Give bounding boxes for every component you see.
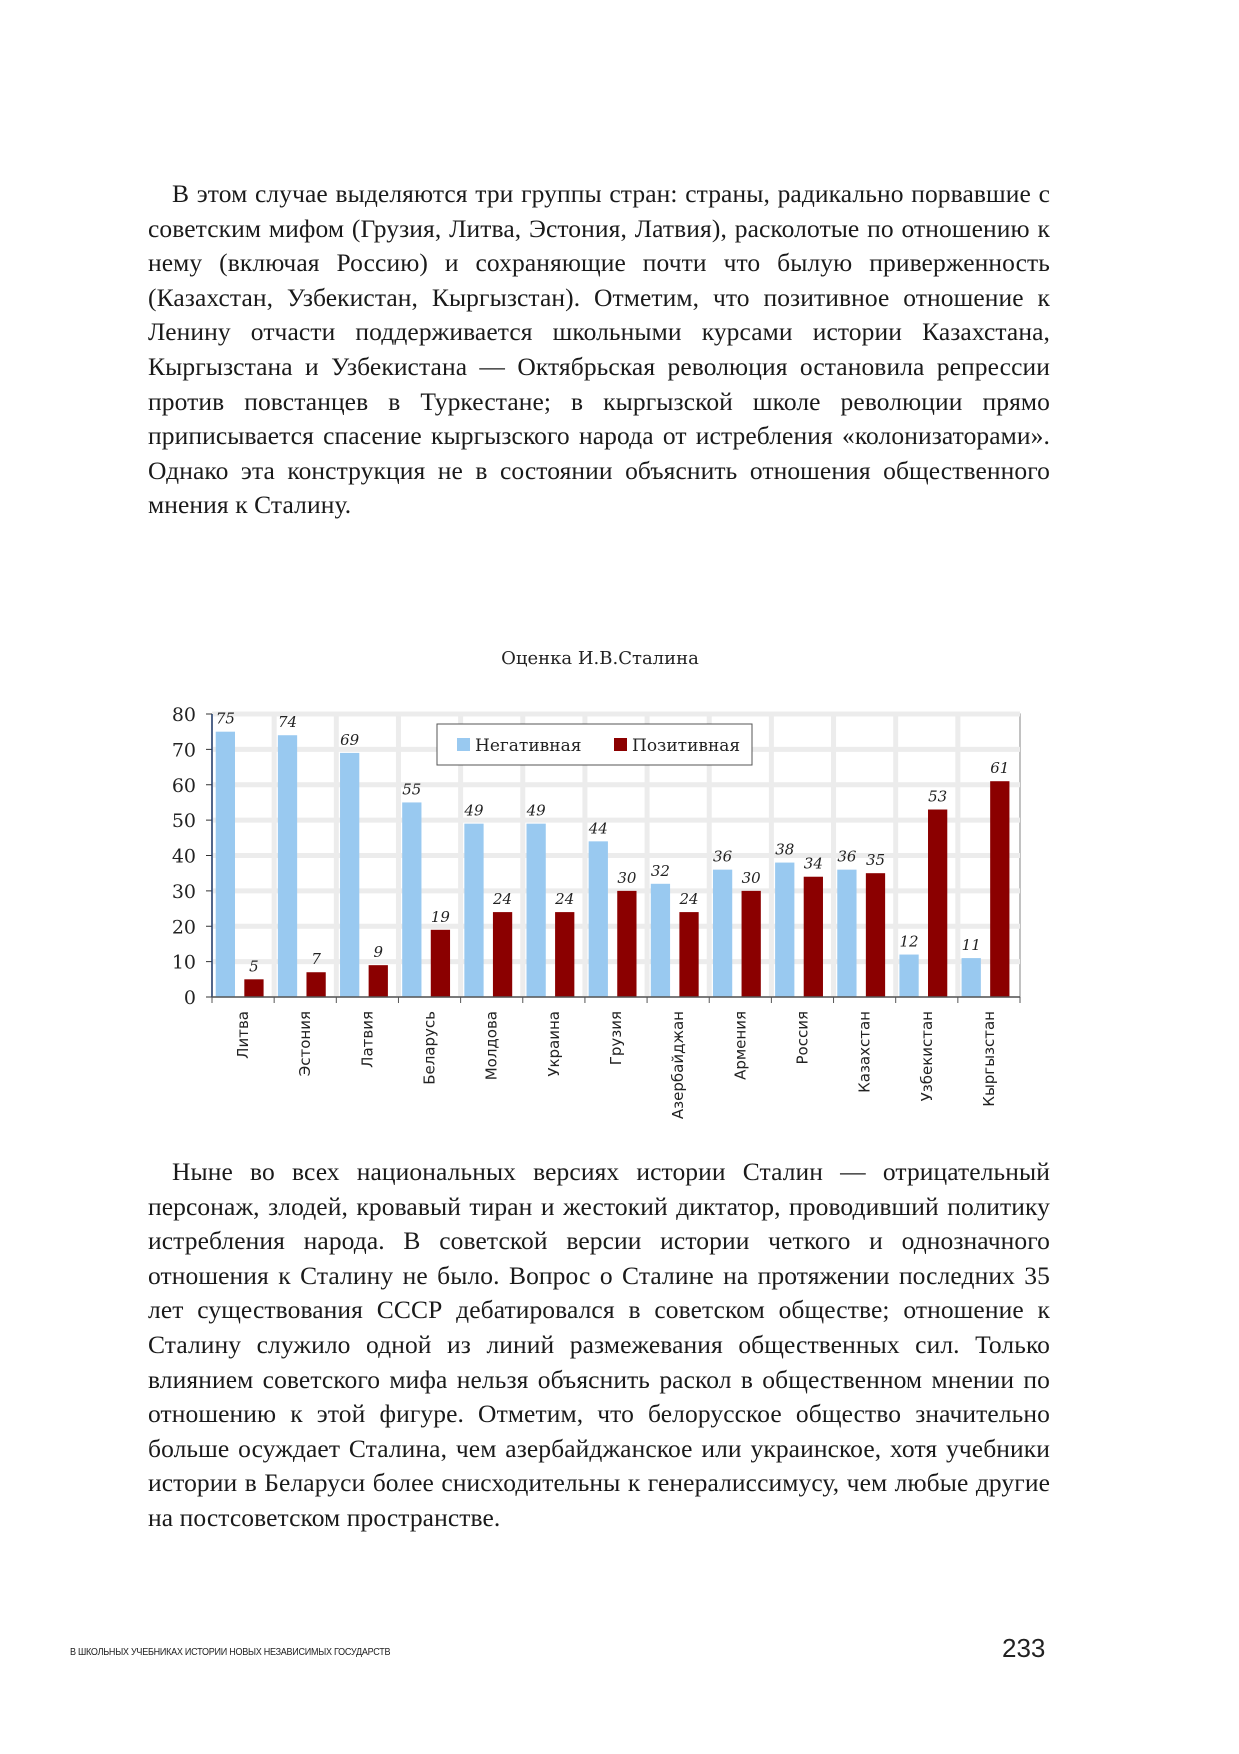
bar-negative	[775, 863, 794, 997]
y-tick-label: 10	[171, 951, 196, 974]
data-label: 9	[373, 943, 384, 962]
x-tick-label: Украина	[544, 1011, 563, 1077]
data-label: 24	[493, 890, 513, 909]
y-tick-label: 0	[183, 987, 196, 1009]
x-tick-label: Казахстан	[855, 1011, 874, 1093]
y-tick-label: 80	[171, 704, 196, 726]
y-tick-label: 20	[171, 916, 196, 939]
x-tick-label: Грузия	[607, 1011, 625, 1066]
y-tick-label: 40	[171, 845, 196, 868]
x-tick-label: Россия	[793, 1011, 812, 1065]
x-tick-label: Молдова	[482, 1011, 501, 1081]
bar-negative	[216, 732, 235, 997]
bar-negative	[526, 824, 545, 997]
bar-positive	[928, 810, 947, 997]
bar-positive	[617, 891, 636, 997]
bar-positive	[990, 781, 1009, 997]
y-tick-label: 50	[171, 810, 196, 833]
data-label: 11	[961, 936, 981, 955]
data-label: 30	[741, 868, 761, 887]
bar-positive	[742, 891, 761, 997]
data-label: 49	[464, 801, 484, 820]
y-tick-label: 60	[171, 774, 196, 797]
data-label: 35	[865, 851, 886, 870]
bar-positive	[431, 930, 450, 997]
bar-positive	[679, 912, 698, 997]
x-tick-label: Латвия	[358, 1011, 377, 1068]
legend-swatch-positive	[614, 738, 627, 751]
bar-negative	[713, 870, 732, 997]
legend-swatch-negative	[457, 738, 470, 751]
x-tick-label: Армения	[731, 1011, 750, 1080]
data-label: 44	[588, 819, 608, 838]
running-title: В ШКОЛЬНЫХ УЧЕБНИКАХ ИСТОРИИ НОВЫХ НЕЗАВИСИМЫХ ГОСУДАРСТВ	[70, 1646, 391, 1658]
bar-negative	[837, 870, 856, 997]
data-label: 5	[249, 957, 259, 976]
bar-negative	[402, 802, 421, 997]
x-tick-label: Кыргызстан	[979, 1011, 998, 1107]
legend-label: Позитивная	[632, 736, 741, 756]
bar-negative	[278, 735, 297, 997]
data-label: 36	[837, 847, 857, 866]
y-tick-label: 30	[171, 880, 196, 903]
data-label: 12	[899, 932, 919, 951]
data-label: 69	[340, 730, 360, 749]
bar-positive	[306, 972, 325, 997]
bar-positive	[369, 965, 388, 997]
bar-negative	[962, 958, 981, 997]
data-label: 38	[775, 840, 795, 859]
page-number: 233	[1002, 1633, 1046, 1663]
data-label: 74	[277, 713, 298, 732]
data-label: 32	[650, 861, 670, 880]
legend-label: Негативная	[475, 736, 582, 756]
bar-positive	[244, 979, 263, 997]
bar-negative	[340, 753, 359, 997]
x-tick-label: Азербайджан	[669, 1011, 688, 1120]
data-label: 53	[928, 787, 948, 806]
x-tick-label: Эстония	[296, 1011, 315, 1077]
bar-positive	[555, 912, 574, 997]
paragraph-2-text: Ныне во всех национальных версиях истории Сталин — отрицательный персонаж, злодей, кровавый тиран и жестокий диктатор, проводивший политику истребления народа. В советской версии истории четкого и однозначного отношения к Сталину не было. Вопрос о Сталине на протяжении последних 35 лет существования СССР дебатировался в советском обществе; отношение к Сталину служило одной из линий размежевания общественных сил. Только влиянием советского мифа нельзя объяснить раскол в общественном мнении по отношению к этой фигуре. Отметим, что белорусское общество значительно больше осуждает Сталина, чем азербайджанское или украинское, хотя учебники истории в Беларуси более снисходительны к генералиссимусу, чем любые другие на постсоветском пространстве.	[148, 1157, 1050, 1532]
paragraph-1-text: В этом случае выделяются три группы стран: страны, радикально порвавшие с советским мифом (Грузия, Литва, Эстония, Латвия), расколотые по отношению к нему (включая Россию) и сохраняющие почти что былую приверженность (Казахстан, Узбекистан, Кыргызстан). Отметим, что позитивное отношение к Ленину отчасти поддерживается школьными курсами истории Казахстана, Кыргызстана и Узбекистана — Октябрьская революция остановила репрессии против повстанцев в Туркестане; в кыргызской школе революции прямо приписывается спасение кыргызского народа от истребления «колонизаторами». Однако эта конструкция не в состоянии объяснить отношения общественного мнения к Сталину.	[148, 179, 1050, 520]
y-tick-label: 70	[171, 739, 196, 762]
data-label: 55	[402, 780, 422, 799]
data-label: 30	[617, 868, 637, 887]
chart-title: Оценка И.В.Сталина	[501, 648, 699, 669]
bar-negative	[651, 884, 670, 997]
data-label: 61	[990, 759, 1010, 778]
bar-negative	[464, 824, 483, 997]
data-label: 49	[526, 801, 546, 820]
x-tick-label: Литва	[234, 1011, 253, 1059]
data-label: 7	[311, 950, 321, 969]
bar-positive	[493, 912, 512, 997]
paragraph-2	[148, 1155, 1050, 1536]
bar-negative	[899, 955, 918, 997]
bar-positive	[866, 873, 885, 997]
data-label: 24	[555, 890, 575, 909]
data-label: 36	[713, 847, 733, 866]
data-label: 24	[679, 890, 699, 909]
data-label: 75	[215, 709, 235, 728]
bar-negative	[589, 841, 608, 997]
bar-positive	[804, 877, 823, 997]
x-tick-label: Узбекистан	[917, 1011, 936, 1102]
data-label: 19	[430, 907, 450, 926]
x-tick-label: Беларусь	[420, 1011, 439, 1085]
data-label: 34	[803, 854, 823, 873]
